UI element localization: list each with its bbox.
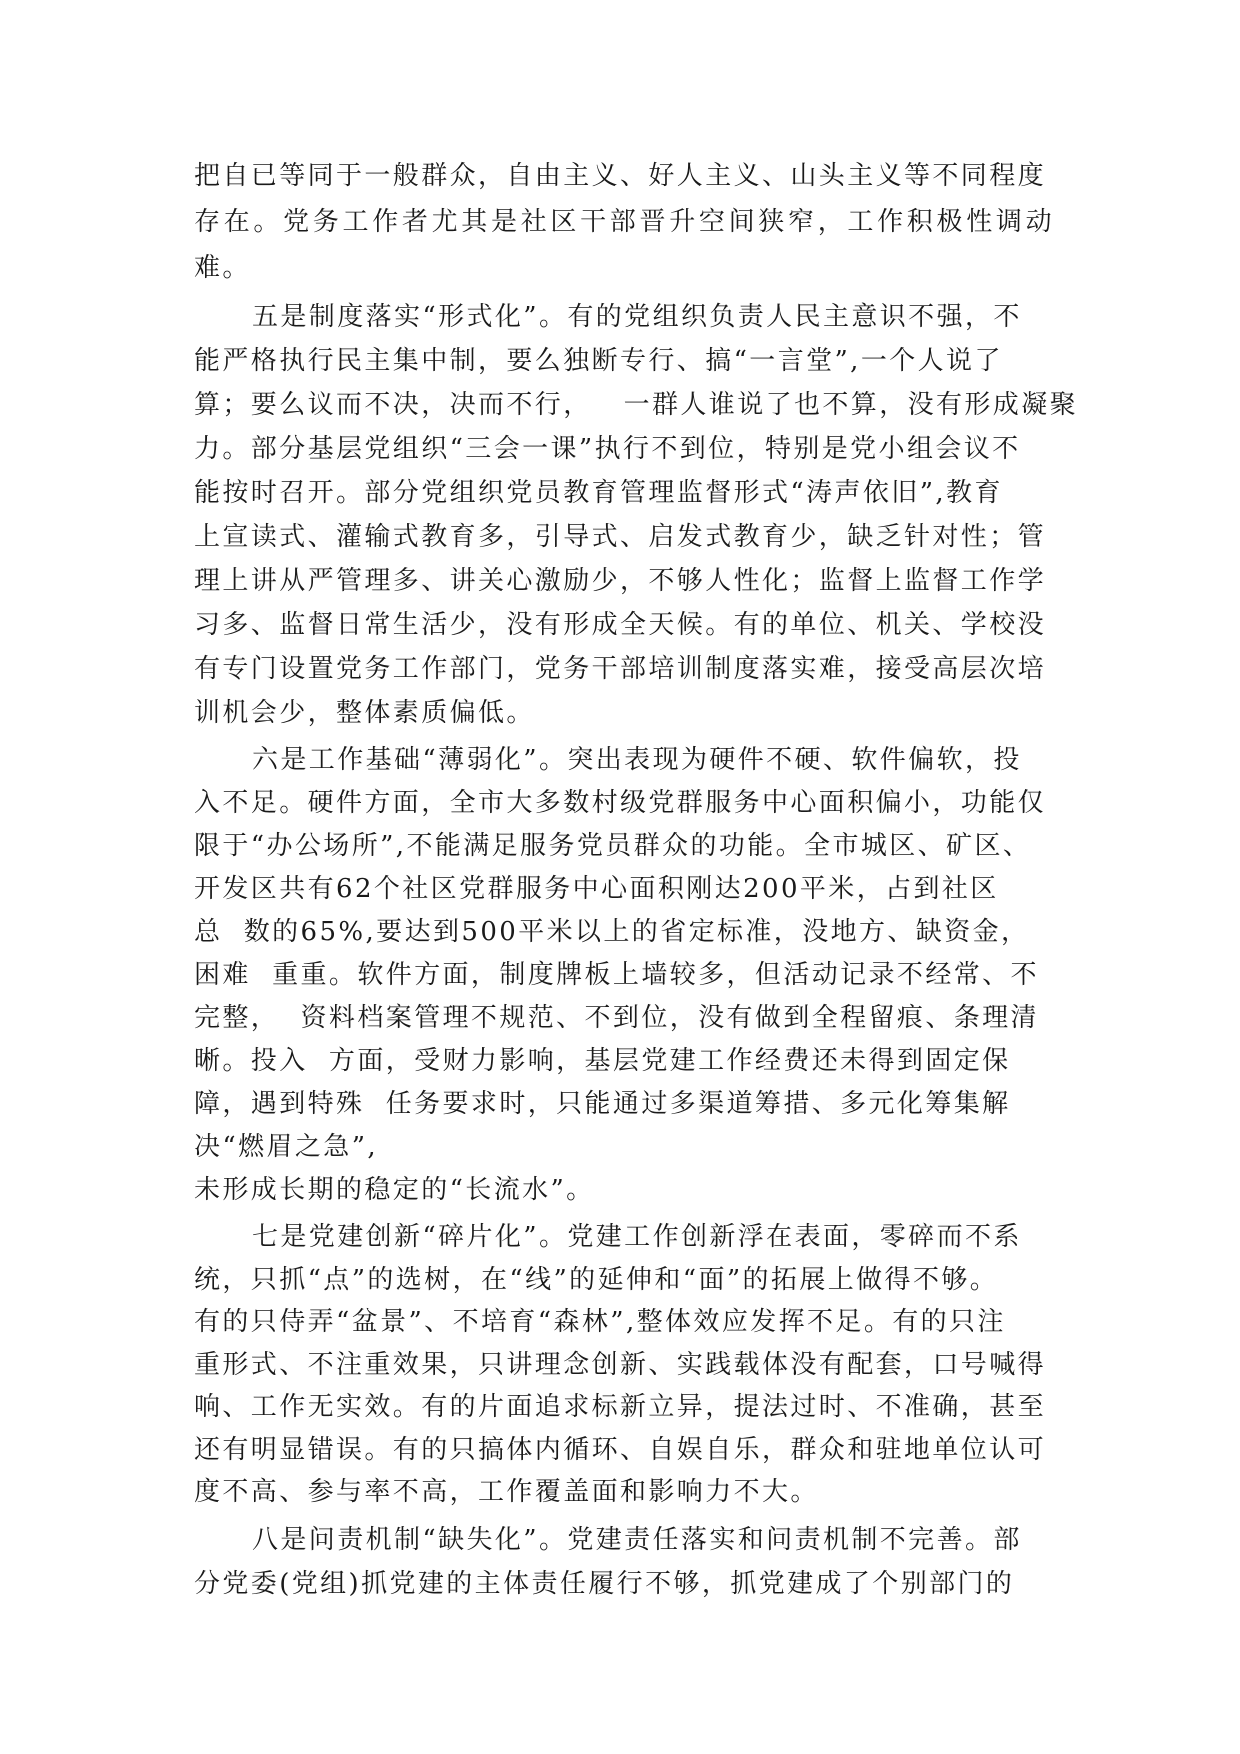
text-line: 把自已等同于一般群众，自由主义、好人主义、山头主义等不同程度 [194, 161, 1047, 191]
text-line: 开发区共有62个社区党群服务中心面积刚达200平米，占到社区 [194, 874, 999, 904]
text-line: 七是党建创新“碎片化”。党建工作创新浮在表面，零碎而不系 [252, 1222, 1022, 1252]
text-line: 八是问责机制“缺失化”。党建责任落实和问责机制不完善。部 [252, 1524, 1022, 1555]
text-line: 还有明显错误。有的只搞体内循环、自娱自乐，群众和驻地单位认可 [194, 1434, 1047, 1465]
text-line: 晰。投入 方面，受财力影响，基层党建工作经费还未得到固定保 [194, 1046, 1011, 1076]
text-line: 障，遇到特殊 任务要求时，只能通过多渠道筹措、多元化筹集解 [194, 1089, 1011, 1119]
text-line: 能按时召开。部分党组织党员教育管理监督形式“涛声依旧”,教育 [194, 478, 1003, 508]
text-line: 能严格执行民主集中制，要么独断专行、搞“一言堂”,一个人说了 [194, 346, 1003, 376]
paragraph-5-institution-formalism [194, 295, 1078, 735]
document-body [194, 153, 1078, 1610]
text-line: 习多、监督日常生活少，没有形成全天候。有的单位、机关、学校没 [194, 610, 1047, 640]
text-line: 重形式、不注重效果，只讲理念创新、实践载体没有配套，口号喊得 [194, 1349, 1047, 1380]
text-line: 度不高、参与率不高，工作覆盖面和影响力不大。 [194, 1477, 819, 1507]
text-line: 有专门设置党务工作部门，党务干部培训制度落实难，接受高层次培 [194, 654, 1047, 684]
text-line: 困难 重重。软件方面，制度牌板上墙较多，但活动记录不经常、不 [194, 960, 1039, 990]
text-line: 决“燃眉之急”, [194, 1132, 379, 1162]
paragraph-6-work-foundation [194, 739, 1054, 1212]
text-line: 力。部分基层党组织“三会一课”执行不到位，特别是党小组会议不 [194, 434, 1021, 464]
text-line: 入不足。硬件方面，全市大多数村级党群服务中心面积偏小，功能仅 [194, 788, 1047, 818]
paragraph-7-innovation [194, 1216, 1054, 1514]
text-line: 六是工作基础“薄弱化”。突出表现为硬件不硬、软件偏软，投 [252, 745, 1022, 775]
paragraph-1 [194, 153, 1054, 291]
paragraph-8-accountability [194, 1518, 1054, 1606]
text-line: 有的只侍弄“盆景”、不培育“森林”,整体效应发挥不足。有的只注 [194, 1307, 1006, 1337]
text-line: 响、工作无实效。有的片面追求标新立异，提法过时、不准确，甚至 [194, 1392, 1047, 1422]
text-line: 总 数的65%,要达到500平米以上的省定标准，没地方、缺资金， [194, 917, 1030, 947]
text-line: 存在。党务工作者尤其是社区干部晋升空间狭窄，工作积极性调动难。 [194, 207, 1054, 283]
text-line: 上宣读式、灌输式教育多，引导式、启发式教育少，缺乏针对性；管 [194, 522, 1047, 552]
text-line: 算；要么议而不决，决而不行， 一群人谁说了也不算，没有形成凝聚 [194, 390, 1078, 420]
text-line: 分党委(党组)抓党建的主体责任履行不够，抓党建成了个别部门的 [194, 1568, 1015, 1599]
text-line: 未形成长期的稳定的“长流水”。 [194, 1175, 595, 1205]
text-line: 限于“办公场所”,不能满足服务党员群众的功能。全市城区、矿区、 [194, 831, 1032, 861]
text-line: 训机会少，整体素质偏低。 [194, 698, 535, 728]
text-line: 五是制度落实“形式化”。有的党组织负责人民主意识不强，不 [252, 302, 1022, 332]
text-line: 统，只抓“点”的选树，在“线”的延伸和“面”的拓展上做得不够。 [194, 1264, 999, 1295]
text-line: 理上讲从严管理多、讲关心激励少，不够人性化；监督上监督工作学 [194, 566, 1047, 596]
text-line: 完整， 资料档案管理不规范、不到位，没有做到全程留痕、条理清 [194, 1003, 1039, 1033]
